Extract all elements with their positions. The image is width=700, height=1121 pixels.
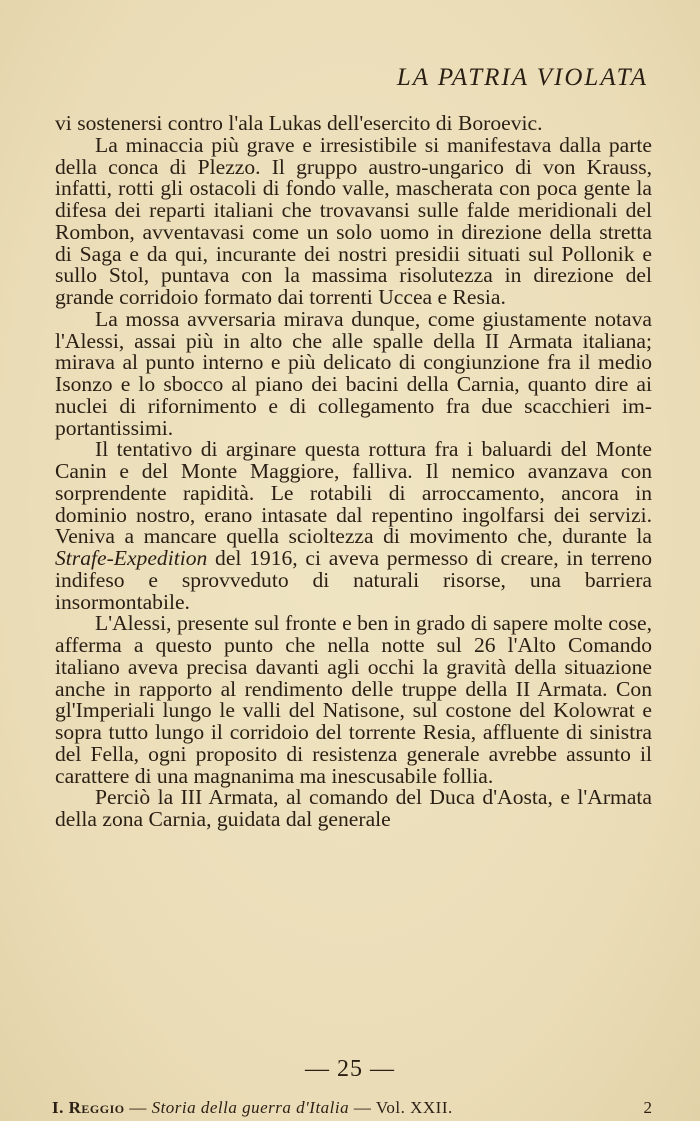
signature-text bbox=[52, 1098, 453, 1118]
page-number: — 25 — bbox=[305, 1056, 395, 1082]
paragraph-4 bbox=[55, 439, 652, 613]
paragraph-4-italic: Strafe-Expedition bbox=[55, 546, 208, 570]
paragraph-2: La minaccia più grave e irresistibile si manifestava dalla parte della conca di Plezzo. Il gruppo austro-ungarico di von Krauss, infatti, rotti gli ostacoli di fondo valle, mascherata con poca gente la difesa dei reparti italiani che trovavansi sulle falde meridionali del Rombon, avventavasi come un solo uomo in direzione della stretta di Saga e da qui, incurante dei nostri presidii situati sul Pollonik e sullo Stol, puntava con la massima risolutezza in direzione del grande corridoio formato dai torrenti Uccea e Resia. bbox=[55, 132, 652, 309]
body-text bbox=[55, 113, 652, 831]
paragraph-4-text: Il tentativo di arginare questa rottura fra i baluardi del Monte Canin e del Monte Maggiore, falliva. Il nemico avanzava con sorprendente rapidità. Le rotabili di arroccamento, ancora in dominio nostro, erano intasate dal repentino ingolfarsi dei servizi. Veniva a mancare quella scioltezza di movimento che, durante la bbox=[55, 437, 652, 549]
paragraph-5: L'Alessi, presente sul fronte e ben in grado di sapere molte cose, afferma a questo punto che nella notte sul 26 l'Alto Comando italiano aveva precisa davanti agli occhi la gravità della situazione anche in rapporto al rendimento delle truppe della II Armata. Con gl'Imperiali lungo le valli del Natisone, sul costone del Kolowrat e sopra tutto lungo il corridoio del torrente Resia, affluente di sinistra del Fella, ogni proposito di resistenza generale avrebbe assunto il carattere di una magnanima ma inescusabile follia. bbox=[55, 611, 652, 788]
signature-line bbox=[52, 1098, 652, 1118]
signature-title: Storia della guerra d'Italia bbox=[151, 1098, 350, 1117]
signature-mark: 2 bbox=[643, 1098, 652, 1117]
signature-sep: — bbox=[124, 1098, 152, 1117]
signature-author: I. Reggio bbox=[52, 1098, 125, 1117]
paragraph-1: vi sostenersi contro l'ala Lukas dell'esercito di Boroevic. bbox=[55, 111, 543, 135]
paragraph-4-tail: del 1916, ci aveva permesso di creare, in terreno indifeso e sprovveduto di naturali risorse, una barriera insormontabile. bbox=[55, 546, 652, 614]
paragraph-3: La mossa avversaria mirava dunque, come giustamente notava l'Alessi, assai più in alto che alle spalle della II Armata italiana; mirava al punto interno e più delicato di congiunzione fra il medio Isonzo e lo sbocco al piano dei bacini della Carnia, quanto dire ai nuclei di rifornimento e di collegamento fra due scacchieri importantissimi. bbox=[55, 306, 652, 440]
signature-volume: — Vol. XXII. bbox=[349, 1098, 453, 1117]
running-title: LA PATRIA VIOLATA bbox=[396, 64, 648, 91]
paragraph-6: Perciò la III Armata, al comando del Duca d'Aosta, e l'Armata della zona Carnia, guidata dal generale bbox=[55, 785, 652, 831]
